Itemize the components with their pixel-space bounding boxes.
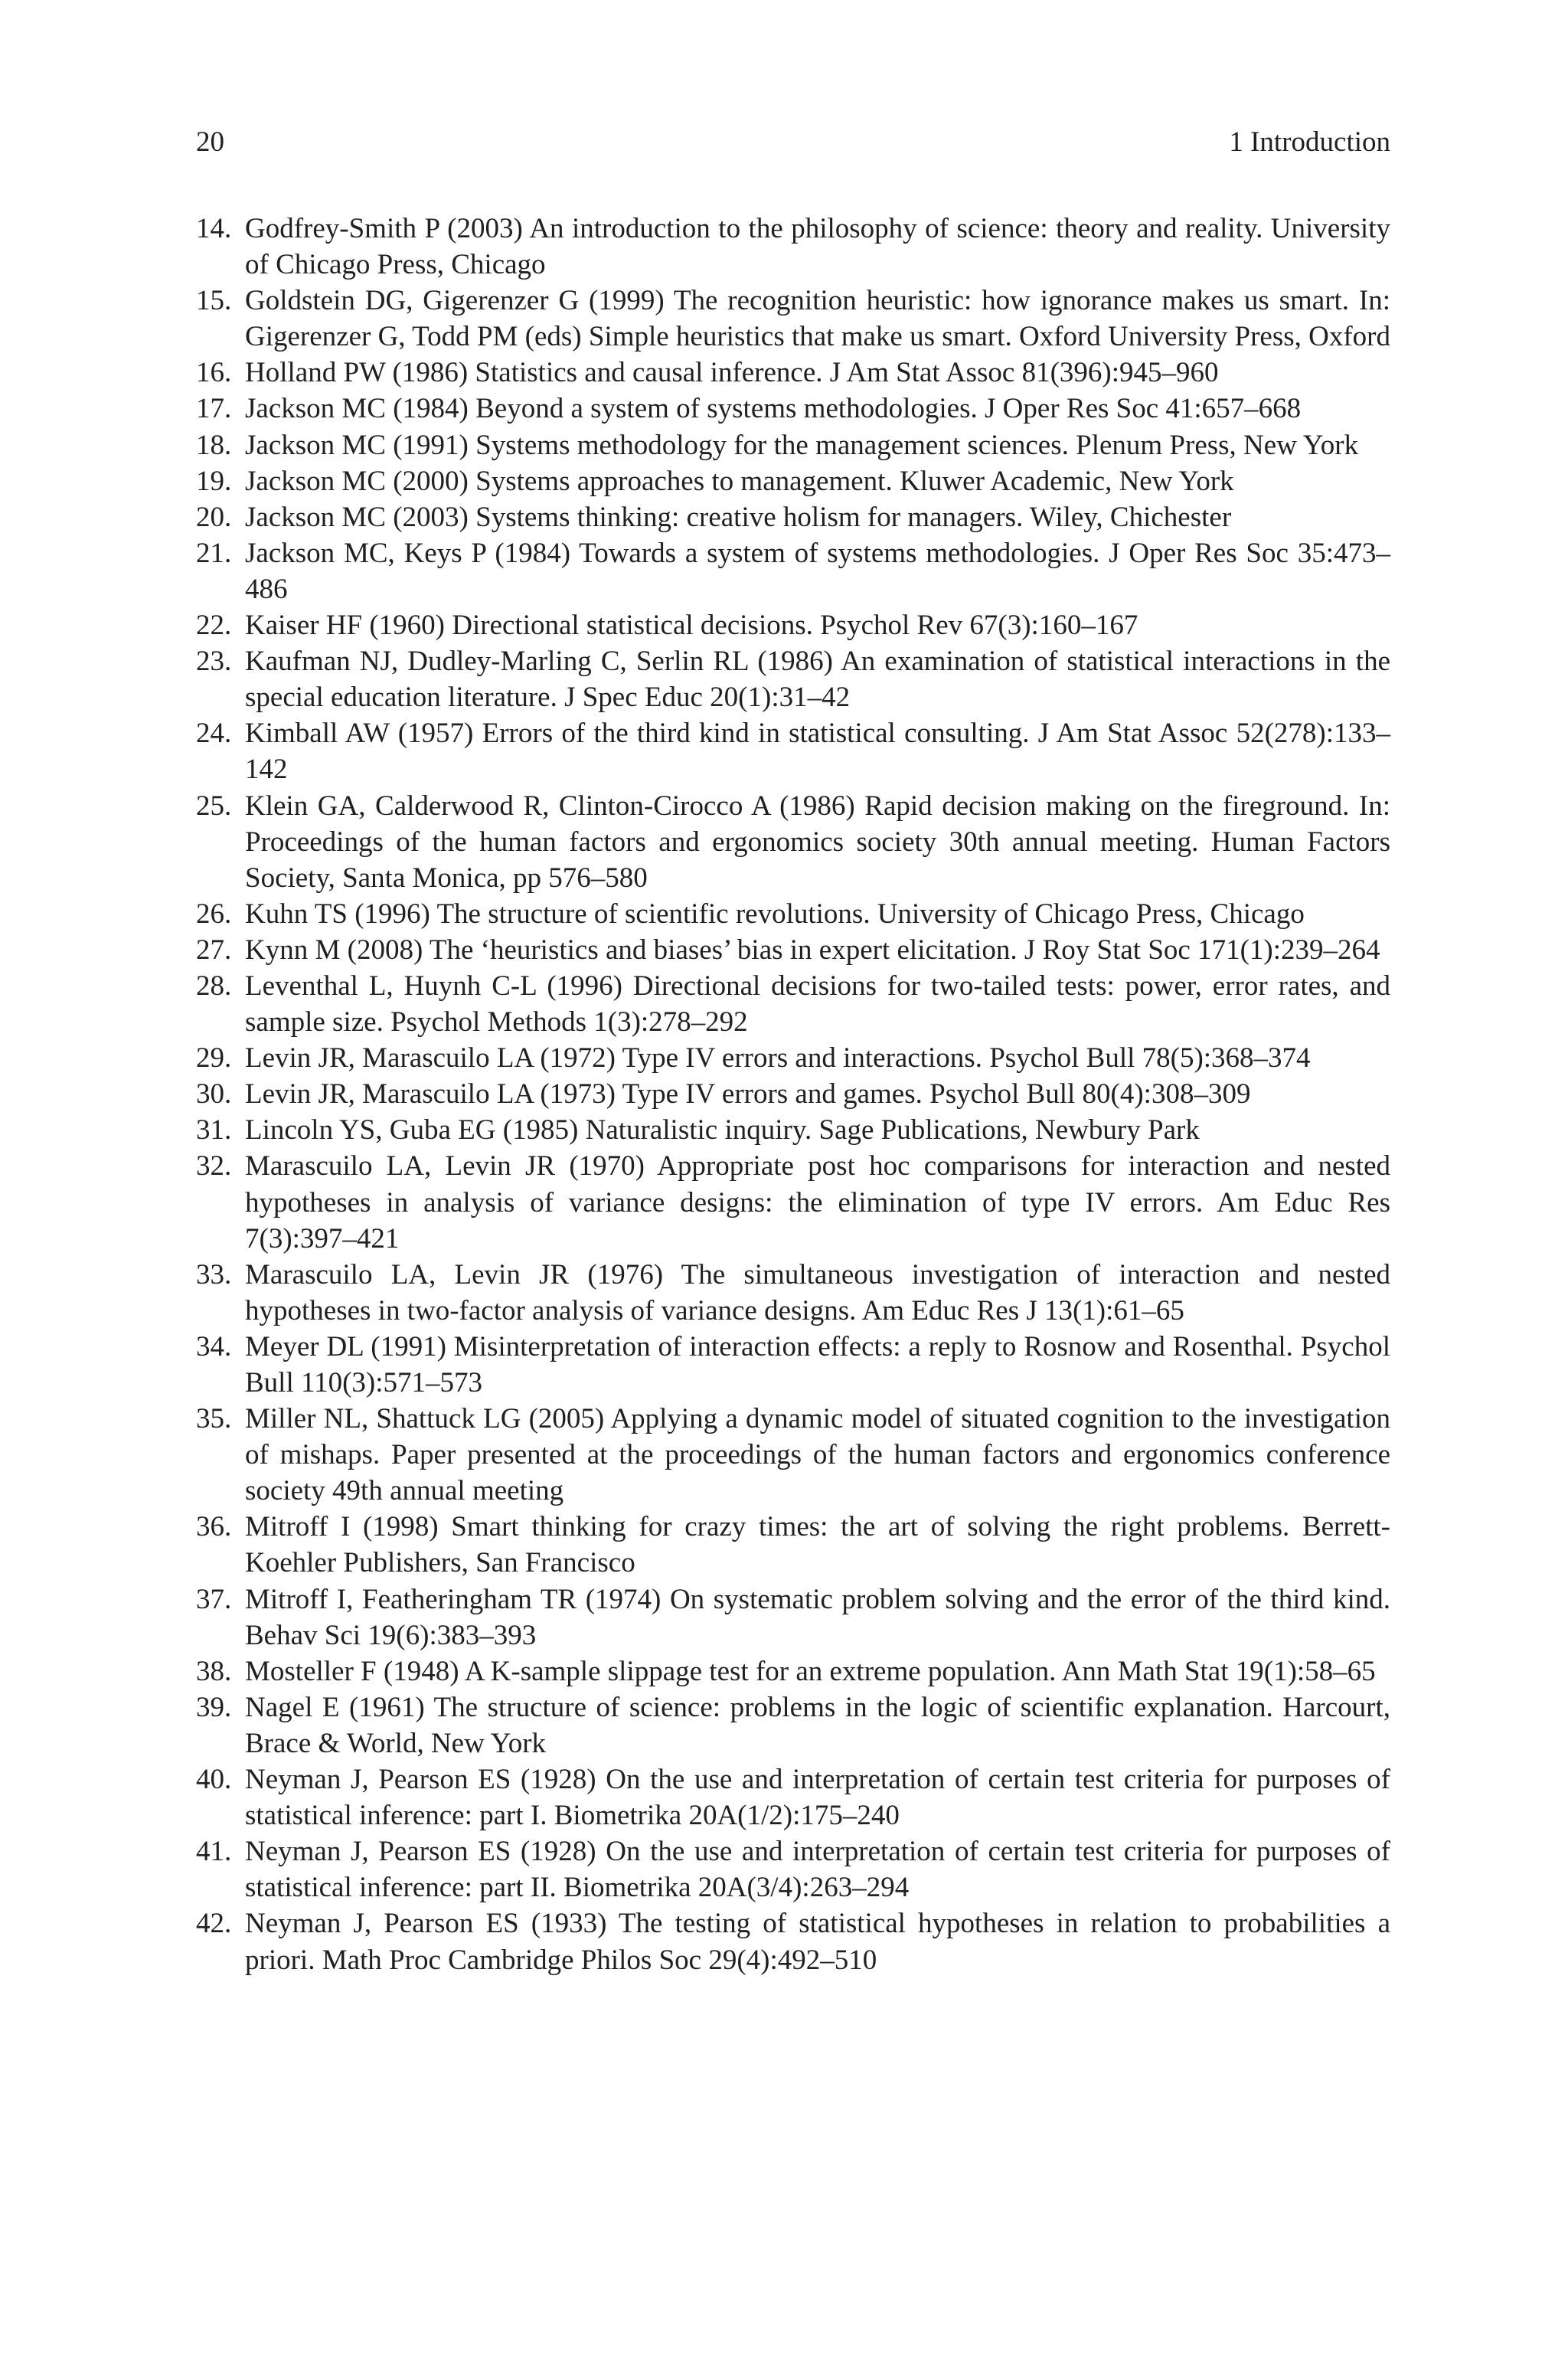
reference-list — [196, 211, 1390, 1978]
reference-text: Holland PW (1986) Statistics and causal inference. J Am Stat Assoc 81(396):945–960 — [245, 357, 1219, 389]
reference-text: Mitroff I (1998) Smart thinking for crazy times: the art of solving the right problems. Berrett-Koehler Publishers, San Francisco — [245, 1511, 1390, 1579]
reference-text: Neyman J, Pearson ES (1928) On the use and interpretation of certain test criteria for purposes of statistical inference: part I. Biometrika 20A(1/2):175–240 — [245, 1764, 1390, 1832]
reference-item — [196, 896, 1390, 932]
reference-number: 38. — [196, 1655, 232, 1687]
reference-number: 40. — [196, 1764, 232, 1796]
reference-number: 21. — [196, 537, 232, 569]
reference-item — [196, 499, 1390, 535]
reference-number: 35. — [196, 1403, 232, 1435]
reference-item — [196, 643, 1390, 715]
reference-item — [196, 1257, 1390, 1329]
reference-text: Mitroff I, Featheringham TR (1974) On systematic problem solving and the error of the third kind. Behav Sci 19(6):383–393 — [245, 1583, 1390, 1651]
reference-item — [196, 535, 1390, 607]
reference-number: 41. — [196, 1836, 232, 1868]
reference-text: Jackson MC (1984) Beyond a system of systems methodologies. J Oper Res Soc 41:657–668 — [245, 393, 1302, 425]
reference-item — [196, 1833, 1390, 1905]
reference-item — [196, 1905, 1390, 1977]
reference-number: 18. — [196, 429, 232, 461]
reference-number: 33. — [196, 1258, 232, 1290]
reference-text: Goldstein DG, Gigerenzer G (1999) The recognition heuristic: how ignorance makes us smart. In: Gigerenzer G, Todd PM (eds) Simple heuristics that make us smart. Oxford University Press, Oxford — [245, 285, 1390, 353]
reference-item — [196, 355, 1390, 391]
reference-text: Kaufman NJ, Dudley-Marling C, Serlin RL (1986) An examination of statistical interactions in the special education literature. J Spec Educ 20(1):31–42 — [245, 646, 1390, 714]
reference-number: 30. — [196, 1078, 232, 1110]
reference-text: Marascuilo LA, Levin JR (1976) The simultaneous investigation of interaction and nested hypotheses in two-factor analysis of variance designs. Am Educ Res J 13(1):61–65 — [245, 1258, 1390, 1326]
reference-number: 32. — [196, 1150, 232, 1182]
reference-item — [196, 1040, 1390, 1076]
reference-item — [196, 463, 1390, 499]
reference-number: 34. — [196, 1330, 232, 1362]
reference-text: Klein GA, Calderwood R, Clinton-Cirocco A (1986) Rapid decision making on the fireground. In: Proceedings of the human factors and ergonomics society 30th annual meeting. Human Factors Society, Santa Monica, pp 576–580 — [245, 790, 1390, 894]
reference-text: Jackson MC (1991) Systems methodology for the management sciences. Plenum Press, New York — [245, 429, 1359, 461]
reference-number: 29. — [196, 1042, 232, 1075]
reference-text: Leventhal L, Huynh C-L (1996) Directional decisions for two-tailed tests: power, error rates, and sample size. Psychol Methods 1(3):278–292 — [245, 970, 1390, 1039]
reference-number: 26. — [196, 898, 232, 930]
reference-number: 23. — [196, 646, 232, 678]
reference-item — [196, 788, 1390, 896]
reference-number: 14. — [196, 213, 232, 244]
reference-number: 22. — [196, 610, 232, 642]
reference-item — [196, 427, 1390, 463]
reference-text: Lincoln YS, Guba EG (1985) Naturalistic inquiry. Sage Publications, Newbury Park — [245, 1114, 1200, 1146]
chapter-title: 1 Introduction — [1229, 126, 1390, 158]
reference-item — [196, 1401, 1390, 1509]
reference-text: Jackson MC, Keys P (1984) Towards a system of systems methodologies. J Oper Res Soc 35:473–486 — [245, 537, 1390, 605]
reference-text: Nagel E (1961) The structure of science: problems in the logic of scientific explanation. Harcourt, Brace & World, New York — [245, 1691, 1390, 1759]
reference-number: 28. — [196, 970, 232, 1002]
reference-number: 36. — [196, 1511, 232, 1543]
reference-number: 19. — [196, 465, 232, 497]
reference-item — [196, 1148, 1390, 1256]
reference-text: Levin JR, Marascuilo LA (1973) Type IV errors and games. Psychol Bull 80(4):308–309 — [245, 1078, 1251, 1110]
reference-text: Miller NL, Shattuck LG (2005) Applying a dynamic model of situated cognition to the investigation of mishaps. Paper presented at the proceedings of the human factors and ergonomics conference society 49th annual meeting — [245, 1403, 1390, 1507]
reference-item — [196, 283, 1390, 355]
reference-text: Marascuilo LA, Levin JR (1970) Appropriate post hoc comparisons for interaction and nested hypotheses in analysis of variance designs: the elimination of type IV errors. Am Educ Res 7(3):397–421 — [245, 1150, 1390, 1254]
reference-text: Neyman J, Pearson ES (1933) The testing of statistical hypotheses in relation to probabilities a priori. Math Proc Cambridge Philos Soc 29(4):492–510 — [245, 1908, 1390, 1976]
reference-item — [196, 1329, 1390, 1401]
reference-text: Kuhn TS (1996) The structure of scientific revolutions. University of Chicago Press, Chicago — [245, 898, 1305, 930]
reference-text: Godfrey-Smith P (2003) An introduction to the philosophy of science: theory and reality. University of Chicago Press, Chicago — [245, 213, 1390, 281]
reference-item — [196, 1653, 1390, 1689]
reference-item — [196, 715, 1390, 787]
reference-text: Meyer DL (1991) Misinterpretation of interaction effects: a reply to Rosnow and Rosenthal. Psychol Bull 110(3):571–573 — [245, 1330, 1390, 1398]
reference-item — [196, 1582, 1390, 1653]
page-number: 20 — [196, 126, 224, 158]
reference-item — [196, 391, 1390, 427]
reference-item — [196, 1112, 1390, 1148]
reference-text: Kaiser HF (1960) Directional statistical decisions. Psychol Rev 67(3):160–167 — [245, 610, 1138, 642]
reference-item — [196, 1509, 1390, 1581]
reference-item — [196, 1689, 1390, 1761]
reference-number: 15. — [196, 285, 232, 317]
reference-number: 17. — [196, 393, 232, 425]
reference-item — [196, 968, 1390, 1040]
reference-text: Kynn M (2008) The ‘heuristics and biases’ bias in expert elicitation. J Roy Stat Soc 171(1):239–264 — [245, 934, 1380, 966]
reference-number: 25. — [196, 790, 232, 822]
reference-text: Kimball AW (1957) Errors of the third kind in statistical consulting. J Am Stat Assoc 52(278):133–142 — [245, 718, 1390, 786]
reference-number: 20. — [196, 501, 232, 533]
reference-number: 24. — [196, 718, 232, 750]
reference-number: 37. — [196, 1583, 232, 1615]
reference-number: 39. — [196, 1691, 232, 1723]
reference-text: Jackson MC (2003) Systems thinking: creative holism for managers. Wiley, Chichester — [245, 501, 1232, 533]
reference-item — [196, 607, 1390, 643]
reference-number: 16. — [196, 357, 232, 389]
reference-text: Mosteller F (1948) A K-sample slippage test for an extreme population. Ann Math Stat 19(1):58–65 — [245, 1655, 1376, 1687]
reference-item — [196, 932, 1390, 968]
reference-number: 31. — [196, 1114, 232, 1146]
reference-number: 42. — [196, 1908, 232, 1940]
reference-item — [196, 1076, 1390, 1112]
reference-number: 27. — [196, 934, 232, 966]
reference-text: Levin JR, Marascuilo LA (1972) Type IV errors and interactions. Psychol Bull 78(5):368–374 — [245, 1042, 1311, 1075]
reference-item — [196, 1761, 1390, 1833]
reference-text: Neyman J, Pearson ES (1928) On the use and interpretation of certain test criteria for purposes of statistical inference: part II. Biometrika 20A(3/4):263–294 — [245, 1836, 1390, 1904]
reference-text: Jackson MC (2000) Systems approaches to management. Kluwer Academic, New York — [245, 465, 1234, 497]
reference-item — [196, 211, 1390, 283]
running-head — [196, 123, 1390, 162]
